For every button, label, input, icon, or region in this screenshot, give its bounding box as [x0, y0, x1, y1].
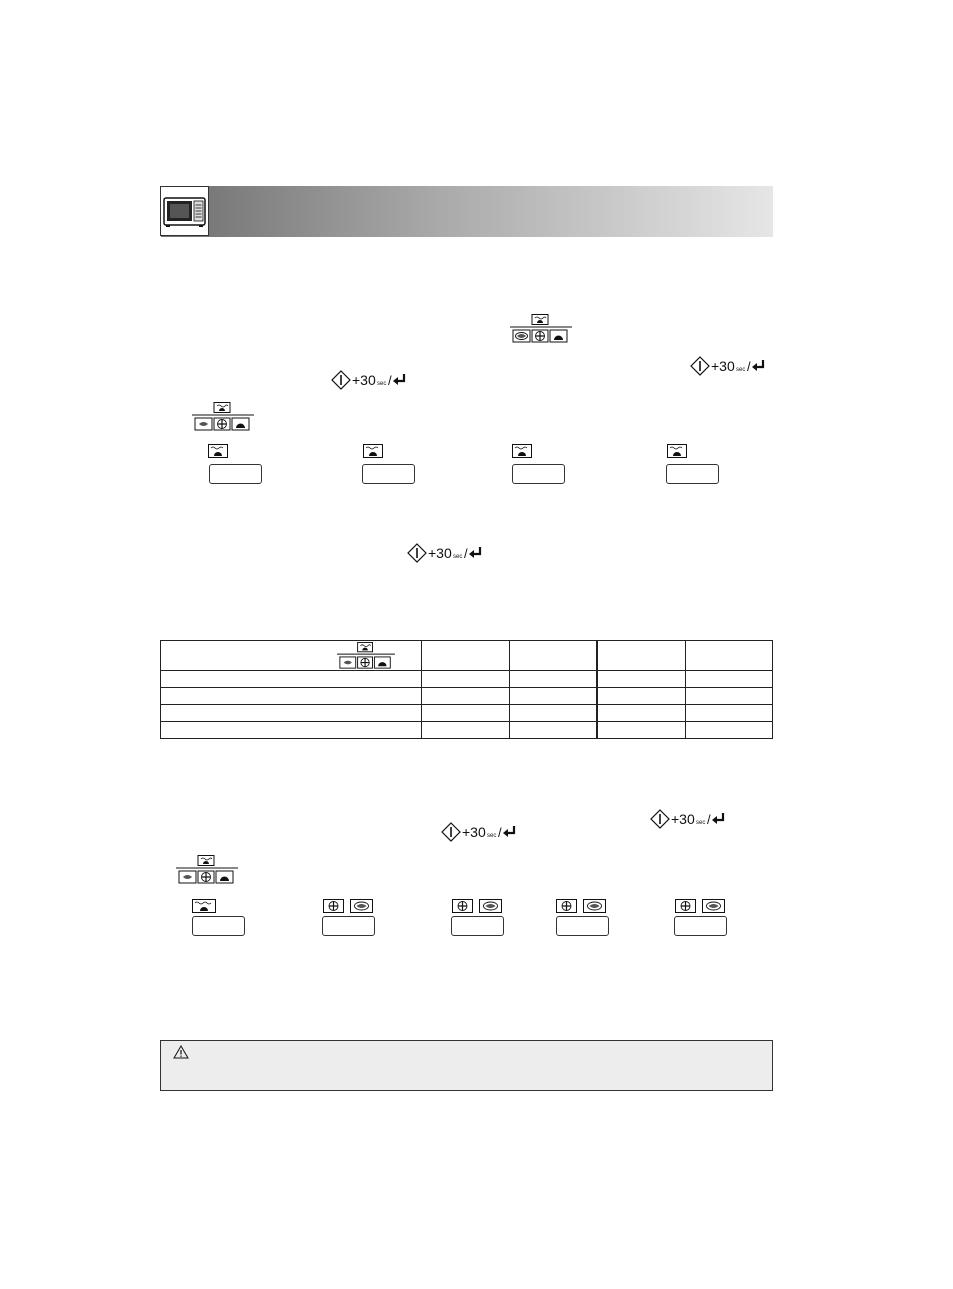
grill-icon: [192, 899, 216, 913]
table-cell: [597, 705, 685, 722]
caution-box: [160, 1040, 773, 1091]
start-plus-30sec-enter-icon[interactable]: [690, 356, 765, 376]
grill-icon: [208, 444, 228, 458]
grill-icon: [363, 444, 383, 458]
svg-text:/: /: [747, 359, 751, 374]
grill-icon: [667, 444, 687, 458]
start-plus-30sec-enter-icon[interactable]: [407, 543, 482, 563]
grill-icon: [512, 444, 532, 458]
table-cell: [422, 705, 509, 722]
grill-convection-mode-icon[interactable]: [176, 855, 238, 885]
table-cell: [685, 705, 772, 722]
convection-microwave-icon: [323, 899, 373, 913]
table-cell: [597, 688, 685, 705]
table-cell: [685, 688, 772, 705]
table-cell: [509, 722, 597, 739]
table-header-mode-cell: [161, 641, 422, 671]
svg-text:sec: sec: [696, 820, 706, 826]
table-cell: [422, 722, 509, 739]
svg-text:/: /: [707, 812, 711, 827]
microwave-oven-icon: [160, 186, 209, 236]
display-readout: [451, 916, 504, 936]
svg-text:sec: sec: [377, 381, 387, 387]
table-cell: [685, 722, 772, 739]
display-readout: [192, 916, 245, 936]
svg-text:/: /: [498, 825, 502, 840]
settings-table: [160, 640, 773, 739]
table-row: [161, 705, 773, 722]
start-plus-30sec-enter-icon[interactable]: [441, 822, 516, 842]
table-header-cell: [509, 641, 597, 671]
display-readout: [362, 464, 415, 484]
svg-text:+30: +30: [462, 824, 486, 840]
display-readout: [556, 916, 609, 936]
caution-triangle-icon: [173, 1045, 189, 1059]
table-header-cell: [685, 641, 772, 671]
svg-text:sec: sec: [453, 554, 463, 560]
grill-convection-mode-icon[interactable]: [510, 314, 572, 344]
convection-microwave-icon: [452, 899, 502, 913]
table-cell: [685, 671, 772, 688]
table-cell: [161, 688, 422, 705]
convection-microwave-icon: [675, 899, 725, 913]
section-header-band: [161, 186, 773, 237]
table-cell: [509, 671, 597, 688]
svg-text:/: /: [464, 546, 468, 561]
grill-convection-mode-icon[interactable]: [192, 402, 254, 432]
table-cell: [161, 705, 422, 722]
svg-text:+30: +30: [671, 811, 695, 827]
table-cell: [161, 722, 422, 739]
table-cell: [509, 705, 597, 722]
svg-text:+30: +30: [428, 545, 452, 561]
table-cell: [161, 671, 422, 688]
convection-microwave-icon: [556, 899, 606, 913]
table-row: [161, 722, 773, 739]
svg-text:+30: +30: [352, 372, 376, 388]
table-cell: [422, 671, 509, 688]
start-plus-30sec-enter-icon[interactable]: [650, 809, 725, 829]
table-cell: [597, 671, 685, 688]
display-readout: [322, 916, 375, 936]
table-header-row: [161, 641, 773, 671]
display-readout: [512, 464, 565, 484]
svg-text:sec: sec: [487, 833, 497, 839]
svg-text:/: /: [388, 373, 392, 388]
start-plus-30sec-enter-icon[interactable]: [331, 370, 406, 390]
grill-convection-mode-icon: [335, 642, 397, 670]
svg-text:+30: +30: [711, 358, 735, 374]
display-readout: [674, 916, 727, 936]
table-header-cell: [422, 641, 509, 671]
table-row: [161, 671, 773, 688]
svg-text:sec: sec: [736, 367, 746, 373]
table-header-cell: [597, 641, 685, 671]
table-row: [161, 688, 773, 705]
table-cell: [422, 688, 509, 705]
display-readout: [666, 464, 719, 484]
table-cell: [597, 722, 685, 739]
display-readout: [209, 464, 262, 484]
table-cell: [509, 688, 597, 705]
